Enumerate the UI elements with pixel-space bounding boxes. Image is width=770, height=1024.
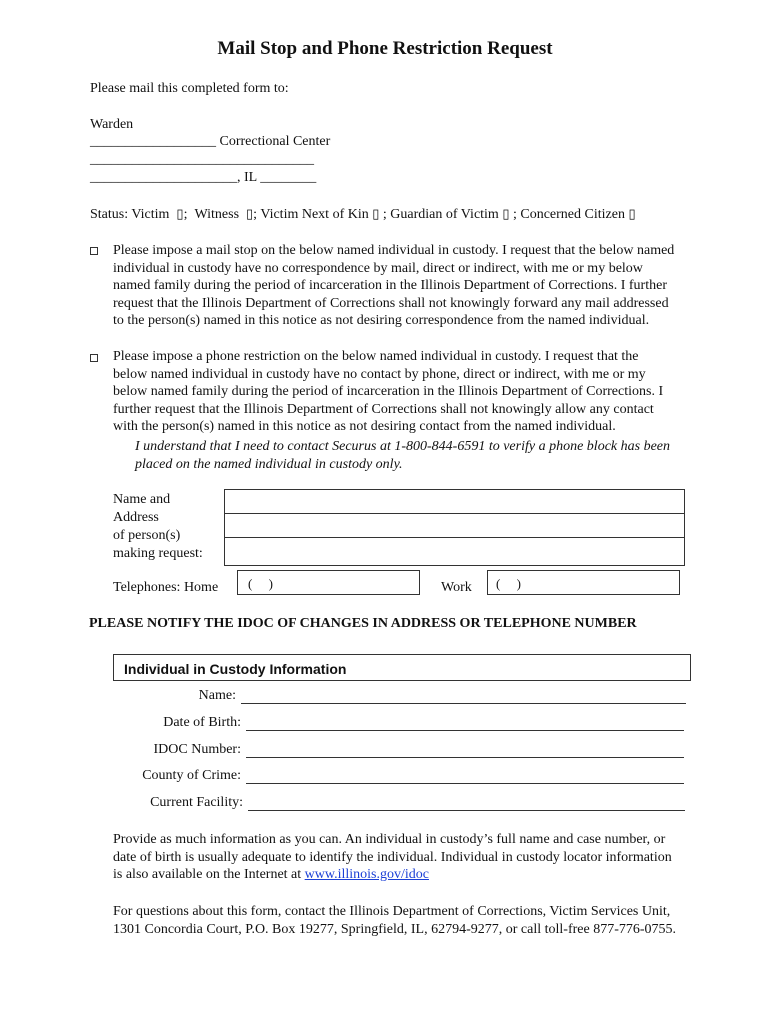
status-witness[interactable]: Witness ▯; — [194, 206, 258, 222]
custody-section-header-box — [113, 654, 691, 681]
status-guardian[interactable]: Guardian of Victim ▯ ; — [390, 206, 517, 222]
address-street: ________________________________ — [90, 152, 314, 167]
next-of-kin-checkbox-icon[interactable]: ▯ — [372, 206, 380, 221]
mail-stop-checkbox[interactable] — [90, 247, 98, 255]
work-label: Work — [441, 580, 472, 595]
requester-line-1[interactable] — [225, 490, 684, 514]
requester-name-address-box — [224, 489, 685, 566]
field-line-dob[interactable] — [246, 730, 684, 731]
field-line-facility[interactable] — [248, 810, 685, 811]
info-paragraph: Provide as much information as you can. An individual in custody’s full name and case number, or date of birth is usually adequate to identify the individual. Individual in custody locator information is also available on the Internet at www.illinois.gov/idoc — [113, 832, 672, 883]
work-phone-prefix: ( ) — [496, 576, 521, 591]
status-victim[interactable]: Victim ▯; — [131, 206, 188, 222]
guardian-checkbox-icon[interactable]: ▯ — [502, 206, 510, 221]
contact-paragraph: For questions about this form, contact the Illinois Department of Corrections, Victim Services Unit, 1301 Concordia Court, P.O. Box 19277, Springfield, IL, 62794-9277, or call toll-free 877-776-0755. — [113, 904, 677, 937]
status-concerned-citizen[interactable]: Concerned Citizen ▯ — [520, 206, 636, 222]
home-phone-prefix: ( ) — [248, 576, 273, 591]
field-line-name[interactable] — [241, 703, 686, 704]
phone-restriction-paragraph: Please impose a phone restriction on the below named individual in custody. I request that the below named individual in custody have no contact by phone, direct or indirect, with me or my below named family during the period of incarceration in the Illinois Department of Corrections. I further request that the Illinois Department of Corrections shall not knowingly allow any contact with the person(s) named in this notice as not desiring contact from the named individual. — [113, 349, 664, 435]
status-next-of-kin[interactable]: Victim Next of Kin ▯ ; — [260, 206, 387, 222]
mail-instruction: Please mail this completed form to: — [90, 81, 289, 96]
victim-checkbox-icon[interactable]: ▯ — [176, 206, 184, 221]
requester-line-2[interactable] — [225, 514, 684, 538]
custody-section-header: Individual in Custody Information — [124, 661, 347, 677]
field-label-name: Name: — [198, 688, 236, 703]
address-warden: Warden — [90, 117, 134, 132]
phone-restriction-checkbox[interactable] — [90, 354, 98, 362]
requester-label: Name and Address of person(s) making request: — [113, 492, 203, 561]
address-city-zip: _____________________, IL ________ — [90, 170, 317, 185]
requester-line-3[interactable] — [225, 538, 684, 565]
address-correctional-center: __________________ Correctional Center — [90, 134, 331, 149]
form-title: Mail Stop and Phone Restriction Request — [217, 38, 553, 59]
witness-checkbox-icon[interactable]: ▯ — [246, 206, 254, 221]
field-label-idoc-number: IDOC Number: — [153, 742, 241, 757]
concerned-citizen-checkbox-icon[interactable]: ▯ — [628, 206, 636, 221]
work-phone-field[interactable] — [487, 570, 680, 595]
telephones-home-label: Telephones: Home — [113, 580, 219, 595]
field-label-dob: Date of Birth: — [163, 715, 241, 730]
securus-note: I understand that I need to contact Securus at 1-800-844-6591 to verify a phone block has been placed on the named individual in custody only. — [135, 439, 670, 472]
field-label-county: County of Crime: — [142, 768, 241, 783]
status-label: Status: — [90, 207, 129, 222]
field-label-facility: Current Facility: — [150, 795, 243, 810]
field-line-idoc-number[interactable] — [246, 757, 684, 758]
idoc-website-link[interactable]: www.illinois.gov/idoc — [304, 867, 429, 883]
mail-stop-paragraph: Please impose a mail stop on the below named individual in custody. I request that the below named individual in custody have no correspondence by mail, direct or indirect, with me or my below named family during the period of incarceration in the Illinois Department of Corrections. I further request that the Illinois Department of Corrections shall not knowingly forward any mail addressed to the person(s) named in this notice as not desiring correspondence from the named individual. — [113, 243, 675, 329]
home-phone-field[interactable] — [237, 570, 420, 595]
field-line-county[interactable] — [246, 783, 684, 784]
notify-notice: PLEASE NOTIFY THE IDOC OF CHANGES IN ADDRESS OR TELEPHONE NUMBER — [89, 616, 637, 631]
status-row — [90, 206, 636, 223]
